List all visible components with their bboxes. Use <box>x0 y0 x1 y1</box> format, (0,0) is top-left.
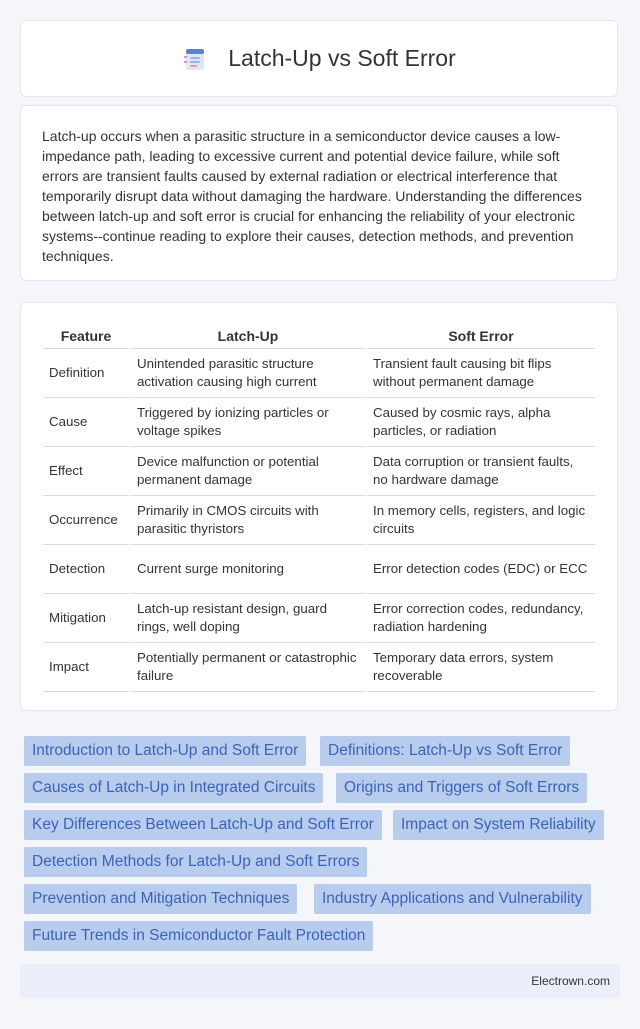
latch-up-cell: Current surge monitoring <box>131 545 365 594</box>
tag-causes-latch-up[interactable]: Causes of Latch-Up in Integrated Circuits <box>24 773 323 803</box>
feature-cell: Definition <box>43 349 129 398</box>
feature-cell: Mitigation <box>43 594 129 643</box>
intro-text: Latch-up occurs when a parasitic structure in a semiconductor device causes a low-impedance path, leading to excessive current and potential device failure, while soft errors are transient faults caused by external radiation or electrical interference that temporarily disrupt data without damaging the hardware. Understanding the differences between latch-up and soft error is crucial for enhancing the reliability of your electronic systems--continue reading to explore their causes, detection methods, and prevention techniques. <box>42 128 582 264</box>
table-row <box>43 447 595 496</box>
footer <box>20 965 620 998</box>
latch-up-cell: Triggered by ionizing particles or voltage spikes <box>131 398 365 447</box>
table-row <box>43 643 595 692</box>
soft-error-cell: Data corruption or transient faults, no hardware damage <box>367 447 595 496</box>
feature-cell: Cause <box>43 398 129 447</box>
page-title: Latch-Up vs Soft Error <box>228 45 456 71</box>
tag-introduction[interactable]: Introduction to Latch-Up and Soft Error <box>24 736 306 766</box>
soft-error-cell: Error correction codes, redundancy, radiation hardening <box>367 594 595 643</box>
comparison-table <box>41 324 597 692</box>
latch-up-cell: Device malfunction or potential permanent damage <box>131 447 365 496</box>
latch-up-cell: Latch-up resistant design, guard rings, well doping <box>131 594 365 643</box>
intro-card <box>20 105 618 281</box>
table-header-row <box>43 324 595 349</box>
tag-origins-soft-errors[interactable]: Origins and Triggers of Soft Errors <box>336 773 587 803</box>
table-row <box>43 349 595 398</box>
soft-error-cell: Error detection codes (EDC) or ECC <box>367 545 595 594</box>
feature-cell: Effect <box>43 447 129 496</box>
latch-up-cell: Unintended parasitic structure activation causing high current <box>131 349 365 398</box>
feature-cell: Occurrence <box>43 496 129 545</box>
tag-key-differences[interactable]: Key Differences Between Latch-Up and Soft Error <box>24 810 382 840</box>
soft-error-cell: Transient fault causing bit flips without permanent damage <box>367 349 595 398</box>
latch-up-cell: Primarily in CMOS circuits with parasitic thyristors <box>131 496 365 545</box>
tag-impact-reliability[interactable]: Impact on System Reliability <box>393 810 604 840</box>
soft-error-cell: In memory cells, registers, and logic circuits <box>367 496 595 545</box>
header-soft-error: Soft Error <box>367 324 595 349</box>
tag-industry-applications[interactable]: Industry Applications and Vulnerability <box>314 884 591 914</box>
tag-prevention[interactable]: Prevention and Mitigation Techniques <box>24 884 297 914</box>
header-latch-up: Latch-Up <box>131 324 365 349</box>
tag-detection-methods[interactable]: Detection Methods for Latch-Up and Soft Errors <box>24 847 367 877</box>
soft-error-cell: Temporary data errors, system recoverable <box>367 643 595 692</box>
feature-cell: Impact <box>43 643 129 692</box>
table-row <box>43 545 595 594</box>
footer-site[interactable]: Electrown.com <box>531 974 610 988</box>
document-icon <box>182 46 208 72</box>
latch-up-cell: Potentially permanent or catastrophic failure <box>131 643 365 692</box>
comparison-table-card <box>20 302 618 711</box>
tag-future-trends[interactable]: Future Trends in Semiconductor Fault Protection <box>24 921 373 951</box>
title-card <box>20 20 618 97</box>
tag-definitions[interactable]: Definitions: Latch-Up vs Soft Error <box>320 736 570 766</box>
soft-error-cell: Caused by cosmic rays, alpha particles, or radiation <box>367 398 595 447</box>
table-row <box>43 594 595 643</box>
table-row <box>43 496 595 545</box>
table-row <box>43 398 595 447</box>
feature-cell: Detection <box>43 545 129 594</box>
header-feature: Feature <box>43 324 129 349</box>
